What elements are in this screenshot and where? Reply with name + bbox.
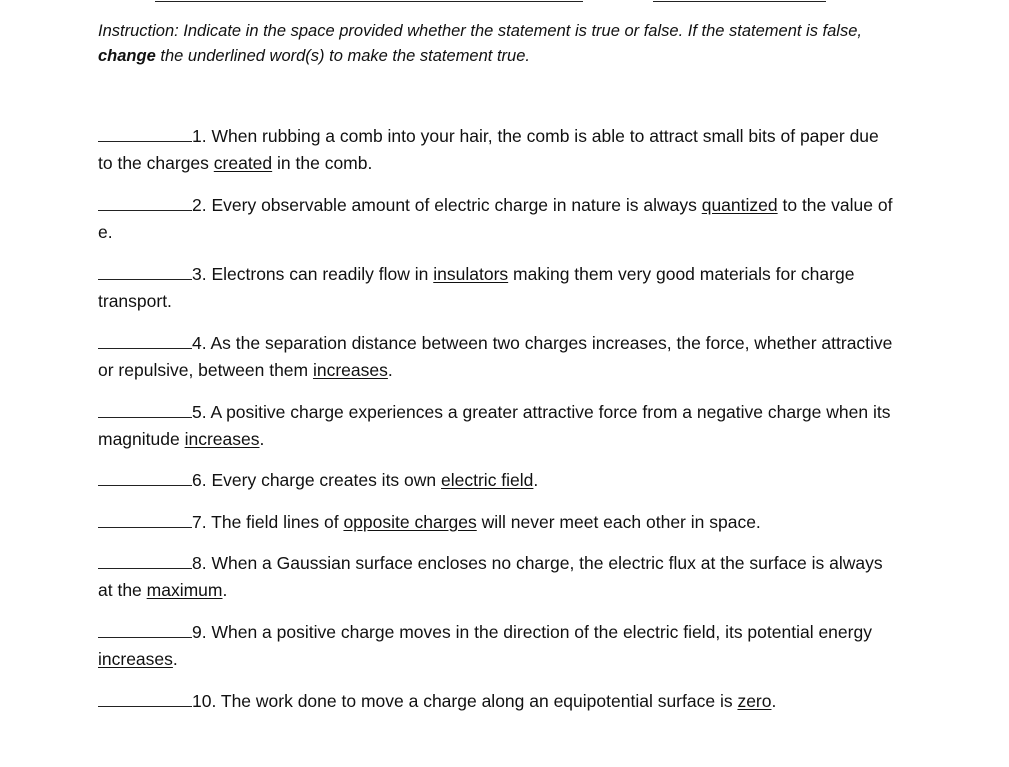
underlined-word: insulators bbox=[433, 264, 509, 284]
item-number: 3. bbox=[192, 264, 207, 284]
item-text-after: to the value of e. bbox=[98, 195, 893, 242]
answer-blank[interactable] bbox=[98, 399, 192, 418]
answer-blank[interactable] bbox=[98, 330, 192, 349]
item-number: 2. bbox=[192, 195, 207, 215]
item-number: 1. bbox=[192, 126, 207, 146]
item-number: 9. bbox=[192, 622, 207, 642]
item-text-before: When rubbing a comb into your hair, the comb is able to attract small bits of paper due to the charges bbox=[98, 126, 879, 173]
item-number: 8. bbox=[192, 553, 207, 573]
statement-item bbox=[98, 467, 898, 494]
instruction-text bbox=[98, 19, 898, 69]
instruction-suffix: the underlined word(s) to make the statement true. bbox=[155, 47, 530, 65]
item-text-before: When a positive charge moves in the direction of the electric field, its potential energy bbox=[206, 622, 872, 642]
item-text-before: The work done to move a charge along an equipotential surface is bbox=[216, 691, 738, 711]
underlined-word: maximum bbox=[146, 580, 223, 600]
item-number: 4. bbox=[192, 333, 207, 353]
answer-blank[interactable] bbox=[98, 261, 192, 280]
answer-blank[interactable] bbox=[98, 467, 192, 486]
underlined-word: quantized bbox=[701, 195, 778, 215]
item-text-before: The field lines of bbox=[206, 512, 344, 532]
item-number: 6. bbox=[192, 470, 207, 490]
header-rule-right bbox=[653, 0, 826, 2]
item-text-before: A positive charge experiences a greater attractive force from a negative charge when its magnitude bbox=[98, 402, 891, 449]
item-number: 7. bbox=[192, 512, 207, 532]
statement-item bbox=[98, 550, 898, 604]
statement-item bbox=[98, 509, 898, 536]
statement-item bbox=[98, 261, 898, 315]
underlined-word: electric field bbox=[441, 470, 534, 490]
answer-blank[interactable] bbox=[98, 123, 192, 142]
underlined-word: zero bbox=[737, 691, 772, 711]
underlined-word: opposite charges bbox=[343, 512, 477, 532]
underlined-word: increases bbox=[98, 649, 173, 669]
statement-item bbox=[98, 619, 898, 673]
instruction-bold: change bbox=[98, 47, 156, 65]
underlined-word: increases bbox=[184, 429, 260, 449]
item-text-after: . bbox=[387, 360, 393, 380]
statement-item bbox=[98, 399, 898, 453]
item-text-after: will never meet each other in space. bbox=[476, 512, 761, 532]
item-text-after: in the comb. bbox=[272, 153, 373, 173]
underlined-word: created bbox=[213, 153, 273, 173]
statement-item bbox=[98, 330, 898, 384]
item-text-after: . bbox=[533, 470, 539, 490]
item-text-after: . bbox=[222, 580, 228, 600]
statement-item bbox=[98, 192, 898, 246]
item-text-before: When a Gaussian surface encloses no charge, the electric flux at the surface is always at the bbox=[98, 553, 883, 600]
item-text-after: . bbox=[172, 649, 178, 669]
item-text-before: Electrons can readily flow in bbox=[206, 264, 434, 284]
answer-blank[interactable] bbox=[98, 509, 192, 528]
item-text-after: making them very good materials for charge transport. bbox=[98, 264, 855, 311]
answer-blank[interactable] bbox=[98, 192, 192, 211]
answer-blank[interactable] bbox=[98, 550, 192, 569]
item-text-before: As the separation distance between two charges increases, the force, whether attractive or repulsive, between them bbox=[98, 333, 893, 380]
statement-item bbox=[98, 123, 898, 177]
item-text-before: Every charge creates its own bbox=[206, 470, 442, 490]
item-text-before: Every observable amount of electric charge in nature is always bbox=[206, 195, 702, 215]
item-number: 10. bbox=[192, 691, 217, 711]
answer-blank[interactable] bbox=[98, 688, 192, 707]
item-number: 5. bbox=[192, 402, 207, 422]
item-text-after: . bbox=[771, 691, 777, 711]
statement-item bbox=[98, 688, 898, 715]
underlined-word: increases bbox=[312, 360, 388, 380]
header-rule-left bbox=[155, 0, 583, 2]
instruction-prefix: Instruction: Indicate in the space provided whether the statement is true or false. If the statement is false, bbox=[98, 22, 862, 40]
answer-blank[interactable] bbox=[98, 619, 192, 638]
item-text-after: . bbox=[259, 429, 265, 449]
